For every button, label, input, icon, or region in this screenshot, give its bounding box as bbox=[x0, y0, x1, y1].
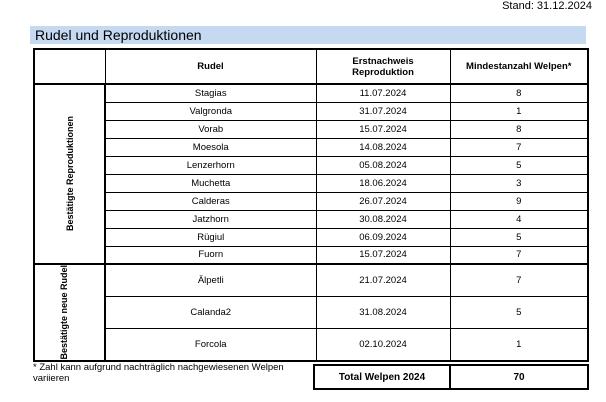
total-label: Total Welpen 2024 bbox=[314, 365, 450, 389]
header-mindestanzahl: Mindestanzahl Welpen* bbox=[450, 49, 588, 84]
cell-rudel: Calderas bbox=[105, 192, 316, 210]
cell-datum: 18.06.2024 bbox=[316, 174, 450, 192]
cell-rudel: Jatzhorn bbox=[105, 210, 316, 228]
cell-welpen: 8 bbox=[450, 84, 588, 102]
cell-datum: 31.07.2024 bbox=[316, 102, 450, 120]
group-label-reproduktionen: Bestätigte Reproduktionen bbox=[64, 116, 75, 232]
section-title: Rudel und Reproduktionen bbox=[30, 26, 586, 44]
stand-date: Stand: 31.12.2024 bbox=[502, 0, 592, 12]
cell-rudel: Valgronda bbox=[105, 102, 316, 120]
cell-rudel: Älpetli bbox=[105, 264, 316, 296]
total-value: 70 bbox=[450, 365, 588, 389]
table-row bbox=[34, 120, 588, 138]
rudel-table bbox=[33, 48, 589, 362]
cell-rudel: Stagias bbox=[105, 84, 316, 102]
table-row bbox=[34, 174, 588, 192]
table-row bbox=[34, 228, 588, 246]
cell-datum: 15.07.2024 bbox=[316, 246, 450, 264]
cell-datum: 14.08.2024 bbox=[316, 138, 450, 156]
table-row bbox=[34, 192, 588, 210]
group-label-cell bbox=[34, 84, 105, 264]
cell-welpen: 7 bbox=[450, 138, 588, 156]
cell-welpen: 9 bbox=[450, 192, 588, 210]
cell-welpen: 3 bbox=[450, 174, 588, 192]
table-row bbox=[34, 264, 588, 296]
cell-welpen: 8 bbox=[450, 120, 588, 138]
header-blank bbox=[34, 49, 105, 84]
cell-datum: 21.07.2024 bbox=[316, 264, 450, 296]
footnote: * Zahl kann aufgrund nachträglich nachgewiesenen Welpen variieren bbox=[33, 362, 284, 384]
cell-datum: 06.09.2024 bbox=[316, 228, 450, 246]
total-table bbox=[313, 364, 589, 390]
cell-rudel: Vorab bbox=[105, 120, 316, 138]
cell-datum: 31.08.2024 bbox=[316, 296, 450, 328]
cell-rudel: Fuorn bbox=[105, 246, 316, 264]
cell-rudel: Rügiul bbox=[105, 228, 316, 246]
table-row bbox=[34, 210, 588, 228]
cell-datum: 15.07.2024 bbox=[316, 120, 450, 138]
cell-datum: 30.08.2024 bbox=[316, 210, 450, 228]
table-row bbox=[34, 296, 588, 328]
table-row bbox=[34, 138, 588, 156]
cell-rudel: Lenzerhorn bbox=[105, 156, 316, 174]
cell-welpen: 1 bbox=[450, 328, 588, 360]
header-erstnachweis: Erstnachweis Reproduktion bbox=[316, 49, 450, 84]
table-row bbox=[34, 84, 588, 102]
cell-welpen: 7 bbox=[450, 264, 588, 296]
cell-welpen: 5 bbox=[450, 296, 588, 328]
cell-datum: 02.10.2024 bbox=[316, 328, 450, 360]
table-row bbox=[34, 328, 588, 360]
cell-rudel: Moesola bbox=[105, 138, 316, 156]
cell-welpen: 7 bbox=[450, 246, 588, 264]
cell-rudel: Muchetta bbox=[105, 174, 316, 192]
table-row bbox=[34, 102, 588, 120]
cell-welpen: 4 bbox=[450, 210, 588, 228]
cell-welpen: 5 bbox=[450, 156, 588, 174]
table-row bbox=[34, 156, 588, 174]
cell-datum: 05.08.2024 bbox=[316, 156, 450, 174]
cell-datum: 26.07.2024 bbox=[316, 192, 450, 210]
cell-welpen: 1 bbox=[450, 102, 588, 120]
table-row bbox=[34, 246, 588, 264]
group-label-cell bbox=[34, 264, 105, 361]
cell-datum: 11.07.2024 bbox=[316, 84, 450, 102]
header-rudel: Rudel bbox=[105, 49, 316, 84]
group-label-neue-rudel: Bestätigte neue Rudel bbox=[58, 265, 69, 360]
cell-rudel: Calanda2 bbox=[105, 296, 316, 328]
cell-rudel: Forcola bbox=[105, 328, 316, 360]
cell-welpen: 5 bbox=[450, 228, 588, 246]
